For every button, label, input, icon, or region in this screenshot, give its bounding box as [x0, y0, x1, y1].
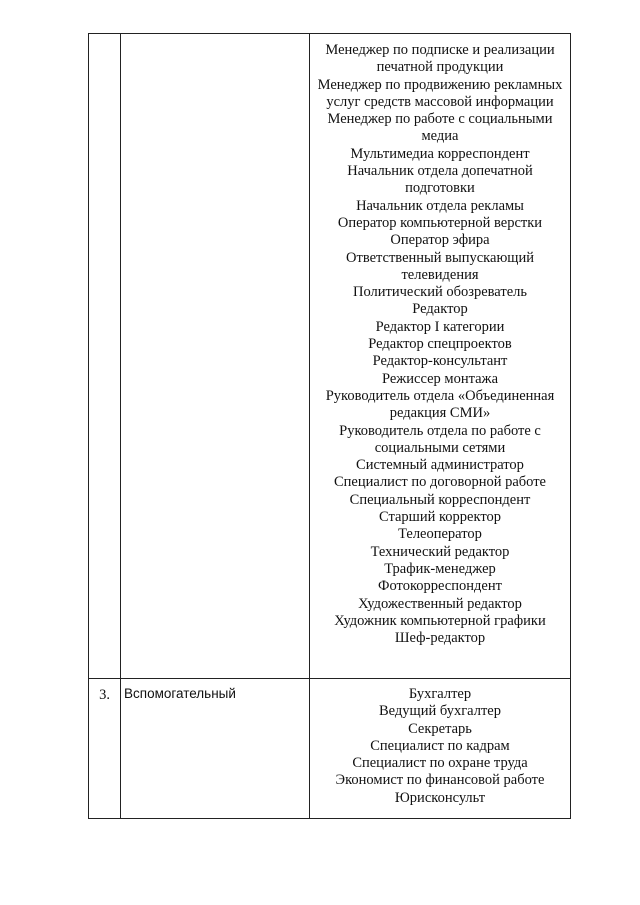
position-item: Художник компьютерной графики — [334, 612, 546, 629]
position-item: Фотокорреспондент — [378, 578, 502, 595]
position-item: Юрисконсульт — [394, 789, 486, 806]
position-item: Ответственный выпускающий телевидения — [346, 249, 534, 283]
position-item: Специалист по охране труда — [352, 755, 528, 772]
position-item: Специалист по договорной работе — [334, 474, 546, 491]
group-name-cell: Вспомогательный — [121, 679, 310, 819]
position-item: Системный администратор — [356, 457, 524, 474]
row-number-cell — [89, 34, 121, 679]
position-item: Специалист по кадрам — [370, 737, 510, 754]
position-item: Специальный корреспондент — [349, 491, 531, 508]
position-item: Технический редактор — [370, 543, 510, 560]
position-item: Начальник отдела допечатной подготовки — [347, 163, 533, 197]
position-item: Трафик-менеджер — [384, 560, 496, 577]
position-item: Руководитель отдела по работе с социальными сетями — [339, 422, 541, 456]
position-item: Редактор спецпроектов — [368, 336, 512, 353]
position-item: Оператор эфира — [390, 232, 490, 249]
positions-list-cell — [310, 679, 571, 819]
position-item: Редактор I категории — [375, 318, 505, 335]
position-item: Политический обозреватель — [353, 284, 527, 301]
position-item: Менеджер по подписке и реализации печатной продукции — [325, 42, 555, 76]
position-item: Режиссер монтажа — [381, 370, 499, 387]
position-item: Экономист по финансовой работе — [335, 772, 545, 789]
table-row — [89, 34, 571, 679]
position-item: Начальник отдела рекламы — [356, 197, 524, 214]
position-item: Ведущий бухгалтер — [379, 703, 501, 720]
position-item: Художественный редактор — [358, 595, 522, 612]
position-item: Секретарь — [408, 720, 472, 737]
group-name-cell — [121, 34, 310, 679]
position-item: Руководитель отдела «Объединенная редакция СМИ» — [325, 387, 555, 422]
position-item: Редактор — [412, 301, 468, 318]
position-item: Оператор компьютерной верстки — [337, 214, 543, 231]
table-row — [89, 679, 571, 819]
row-number-cell: 3. — [89, 679, 121, 819]
position-item: Мультимедиа корреспондент — [350, 145, 530, 162]
positions-table — [88, 33, 571, 819]
position-item: Старший корректор — [379, 509, 501, 526]
position-item: Редактор-консультант — [372, 353, 508, 370]
position-item: Бухгалтер — [408, 686, 472, 702]
position-item: Менеджер по работе с социальными медиа — [327, 111, 553, 145]
positions-list-cell — [310, 34, 571, 679]
position-item: Шеф-редактор — [394, 630, 486, 647]
position-item: Менеджер по продвижению рекламных услуг средств массовой информации — [317, 76, 563, 110]
position-item: Телеоператор — [398, 526, 482, 543]
